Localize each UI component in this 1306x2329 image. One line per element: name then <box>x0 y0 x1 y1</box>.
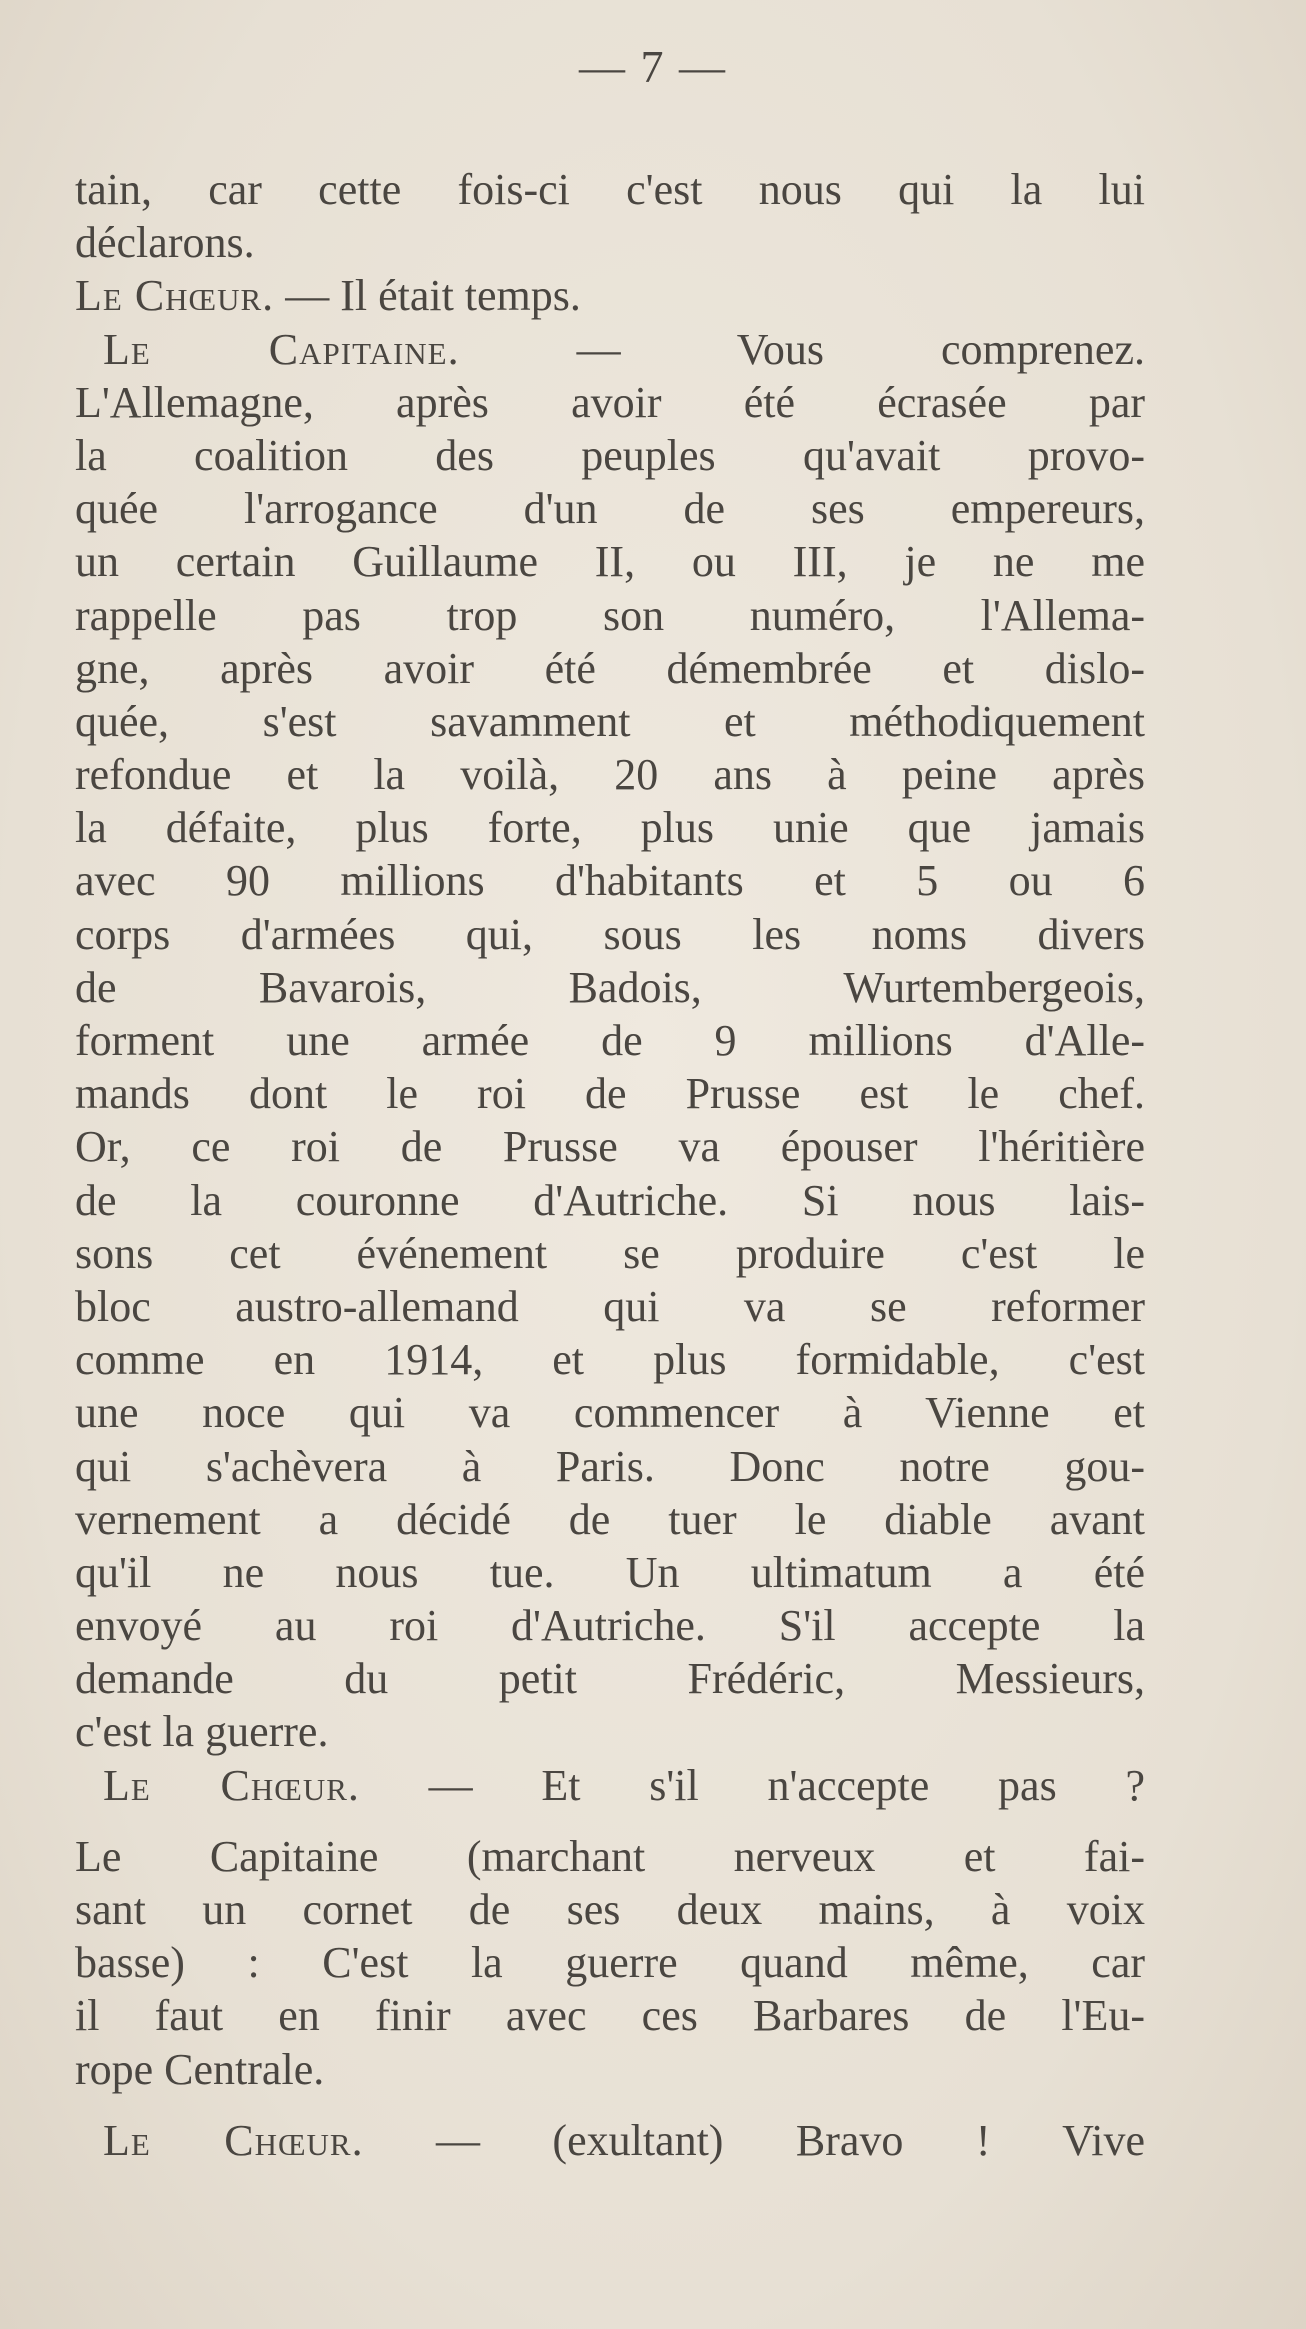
line-text: gne, après avoir été démembrée et dislo- <box>75 643 1145 693</box>
line-text: — Il était temps. <box>274 271 581 321</box>
line-text: forment une armée de 9 millions d'Alle- <box>75 1016 1145 1065</box>
line-text: qui s'achèvera à Paris. Donc notre gou- <box>75 1441 1145 1491</box>
speaker-name: Le Capitaine. <box>103 324 460 374</box>
text-line <box>75 1227 1145 1280</box>
text-line <box>75 589 1145 642</box>
text-line <box>75 642 1145 695</box>
line-text: vernement a décidé de tuer le diable avant <box>75 1494 1145 1544</box>
page-number: — 7 — <box>579 41 727 92</box>
line-text: sons cet événement se produire c'est le <box>75 1228 1145 1278</box>
speaker-name: Le Chœur. <box>103 2115 364 2165</box>
text-line <box>75 748 1145 801</box>
text-line <box>75 216 1145 269</box>
line-text: une noce qui va commencer à Vienne et <box>75 1388 1145 1438</box>
text-line <box>75 1546 1145 1599</box>
line-text: il faut en finir avec ces Barbares de l'Eu- <box>75 1991 1145 2041</box>
line-text: la coalition des peuples qu'avait provo- <box>75 430 1145 480</box>
line-text: Or, ce roi de Prusse va épouser l'héritière <box>75 1122 1145 1172</box>
line-text: corps d'armées qui, sous les noms divers <box>75 909 1145 959</box>
line-text: tain, car cette fois-ci c'est nous qui la lui <box>75 165 1145 214</box>
line-text: sant un cornet de ses deux mains, à voix <box>75 1885 1145 1934</box>
line-text: envoyé au roi d'Autriche. S'il accepte la <box>75 1601 1145 1651</box>
line-text: déclarons. <box>75 218 255 268</box>
text-line <box>75 961 1145 1014</box>
text-line <box>75 269 1145 322</box>
line-text: demande du petit Frédéric, Messieurs, <box>75 1654 1145 1704</box>
line-text: refondue et la voilà, 20 ans à peine après <box>75 750 1145 800</box>
line-text: — (exultant) Bravo ! Vive <box>363 2115 1145 2165</box>
paragraph-gap <box>75 1812 1145 1830</box>
text-line <box>75 1386 1145 1439</box>
text-line <box>75 1333 1145 1386</box>
text-line <box>75 1440 1145 1493</box>
text-line <box>75 1883 1145 1936</box>
line-text: c'est la guerre. <box>75 1707 329 1757</box>
text-line <box>75 323 1145 376</box>
text-line <box>75 801 1145 854</box>
text-line <box>75 1652 1145 1705</box>
text-line <box>75 376 1145 429</box>
line-text: comme en 1914, et plus formidable, c'est <box>75 1335 1145 1385</box>
line-text: rope Centrale. <box>75 2044 325 2094</box>
line-text: un certain Guillaume II, ou III, je ne me <box>75 537 1145 587</box>
text-line <box>75 1599 1145 1652</box>
line-text: la défaite, plus forte, plus unie que jamais <box>75 803 1145 853</box>
text-line <box>75 2114 1145 2167</box>
text-line <box>75 1759 1145 1812</box>
line-text: — Vous comprenez. <box>459 324 1145 374</box>
text-line <box>75 1936 1145 1989</box>
text-line <box>75 2043 1145 2096</box>
line-text: — Et s'il n'accepte pas ? <box>359 1760 1145 1810</box>
text-line <box>75 1493 1145 1546</box>
line-text: quée, s'est savamment et méthodiquement <box>75 696 1145 746</box>
text-line <box>75 429 1145 482</box>
text-line <box>75 695 1145 748</box>
text-block <box>75 163 1145 2167</box>
text-line <box>75 1174 1145 1227</box>
text-line <box>75 1014 1145 1067</box>
line-text: basse) : C'est la guerre quand même, car <box>75 1938 1145 1988</box>
speaker-name: Le Chœur. <box>75 271 275 321</box>
text-line <box>75 1280 1145 1333</box>
line-text: bloc austro-allemand qui va se reformer <box>75 1281 1145 1331</box>
line-text: de la couronne d'Autriche. Si nous lais- <box>75 1175 1145 1225</box>
text-line <box>75 1830 1145 1883</box>
text-line <box>75 1705 1145 1758</box>
line-text: rappelle pas trop son numéro, l'Allema- <box>75 590 1145 640</box>
text-line <box>75 854 1145 907</box>
text-line <box>75 482 1145 535</box>
speaker-name: Le Chœur. <box>103 1760 360 1810</box>
line-text: mands dont le roi de Prusse est le chef. <box>75 1069 1145 1119</box>
line-text: quée l'arrogance d'un de ses empereurs, <box>75 484 1145 534</box>
text-line <box>75 1120 1145 1173</box>
line-text: qu'il ne nous tue. Un ultimatum a été <box>75 1547 1145 1597</box>
text-line <box>75 1067 1145 1120</box>
text-line <box>75 1989 1145 2042</box>
text-line <box>75 908 1145 961</box>
line-text: avec 90 millions d'habitants et 5 ou 6 <box>75 856 1145 906</box>
line-text: de Bavarois, Badois, Wurtembergeois, <box>75 962 1145 1012</box>
paragraph-gap <box>75 2096 1145 2114</box>
text-line <box>75 535 1145 588</box>
line-text: Le Capitaine (marchant nerveux et fai- <box>75 1831 1145 1881</box>
text-line <box>75 163 1145 216</box>
line-text: L'Allemagne, après avoir été écrasée par <box>75 377 1145 427</box>
